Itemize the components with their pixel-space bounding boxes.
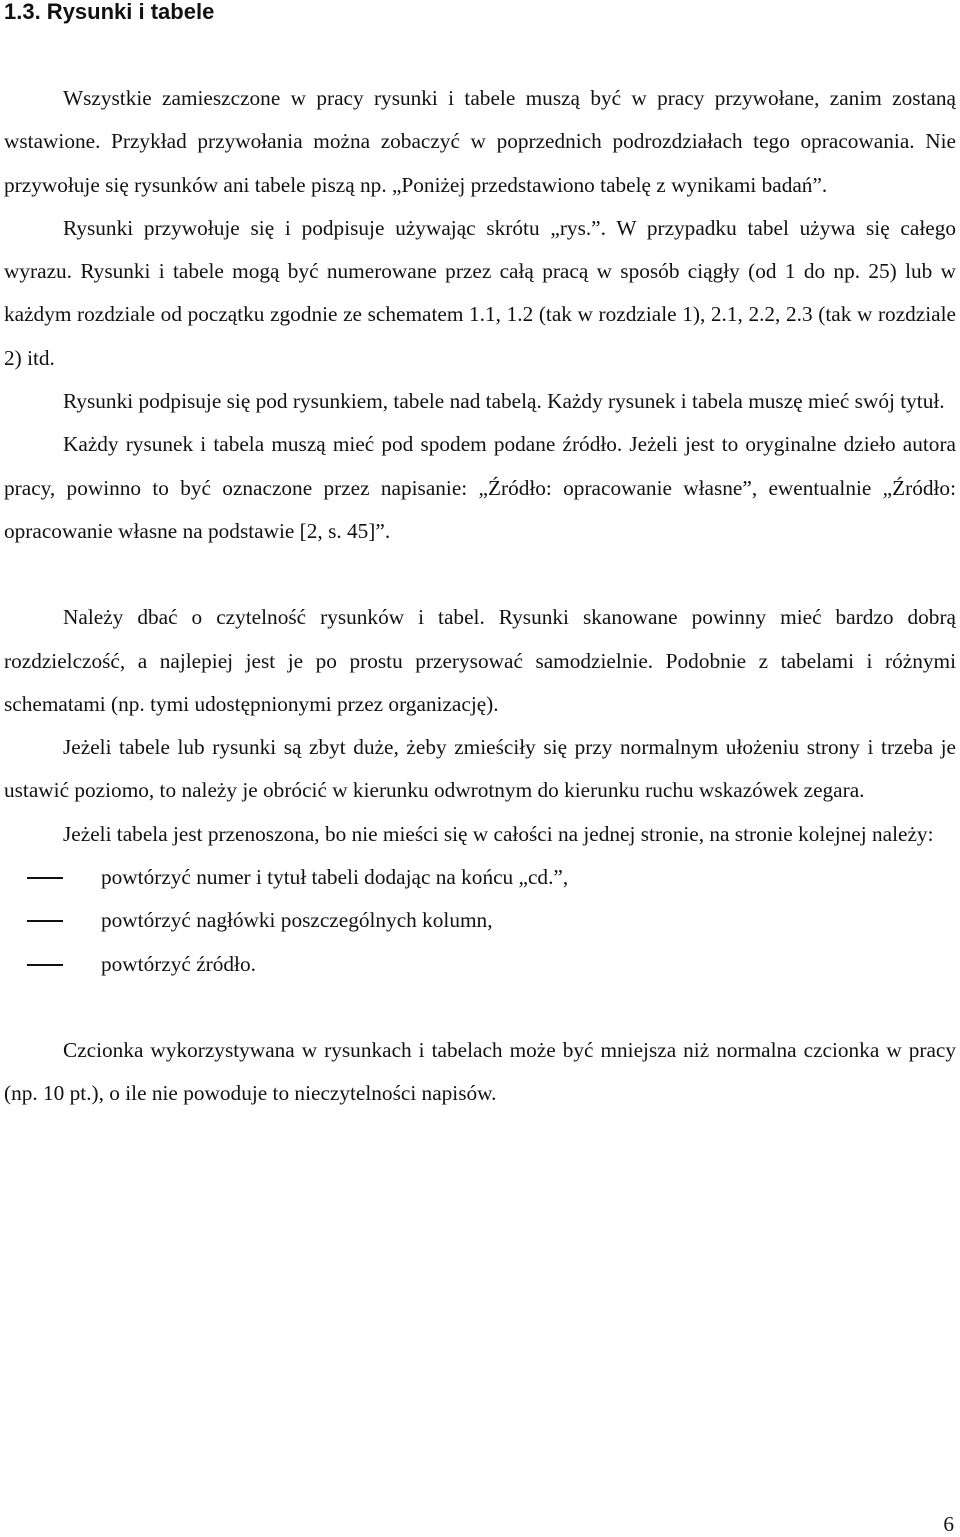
dash-list (4, 856, 956, 986)
dash-bullet-icon (27, 920, 63, 922)
closing-paragraph: Czcionka wykorzystywana w rysunkach i tabelach może być mniejsza niż normalna czcionka w pracy (np. 10 pt.), o ile nie powoduje to nieczytelności napisów. (4, 1037, 956, 1106)
paragraph-3: Rysunki podpisuje się pod rysunkiem, tabele nad tabelą. Każdy rysunek i tabela muszę mieć swój tytuł. (63, 389, 945, 414)
document-body (4, 77, 956, 1116)
dash-bullet-icon (27, 964, 63, 966)
list-item (4, 899, 956, 942)
paragraph-7: Jeżeli tabela jest przenoszona, bo nie mieści się w całości na jednej stronie, na stronie kolejnej należy: (63, 821, 934, 846)
list-item (4, 943, 956, 986)
paragraph-4: Każdy rysunek i tabela muszą mieć pod spodem podane źródło. Jeżeli jest to oryginalne dzieło autora pracy, powinno to być oznaczone przez napisanie: „Źródło: opracowanie własne”, ewentualnie „Źródło: opracowanie własne na podstawie [2, s. 45]”. (4, 432, 956, 543)
dash-bullet-icon (27, 877, 63, 879)
paragraph-2: Rysunki przywołuje się i podpisuje używając skrótu „rys.”. W przypadku tabel używa się całego wyrazu. Rysunki i tabele mogą być numerowane przez całą pracą w sposób ciągły (od 1 do np. 25) lub w każdym rozdziale od początku zgodnie ze schematem 1.1, 1.2 (tak w rozdziale 1), 2.1, 2.2, 2.3 (tak w rozdziale 2) itd. (4, 215, 956, 370)
paragraph-1: Wszystkie zamieszczone w pracy rysunki i tabele muszą być w pracy przywołane, zanim zostaną wstawione. Przykład przywołania można zobaczyć w poprzednich podrozdziałach tego opracowania. Nie przywołuje się rysunków ani tabele piszą np. „Poniżej przedstawiono tabelę z wynikami badań”. (4, 86, 956, 197)
list-item-text: powtórzyć numer i tytuł tabeli dodając na końcu „cd.”, (101, 865, 569, 890)
paragraph-5: Należy dbać o czytelność rysunków i tabel. Rysunki skanowane powinny mieć bardzo dobrą rozdzielczość, a najlepiej jest je po prostu przerysować samodzielnie. Podobnie z tabelami i różnymi schematami (np. tymi udostępnionymi przez organizację). (4, 605, 956, 716)
list-item (4, 856, 956, 899)
section-heading: 1.3. Rysunki i tabele (4, 0, 215, 24)
paragraph-6: Jeżeli tabele lub rysunki są zbyt duże, żeby zmieściły się przy normalnym ułożeniu strony i trzeba je ustawić poziomo, to należy je obrócić w kierunku odwrotnym do kierunku ruchu wskazówek zegara. (4, 735, 956, 803)
list-item-text: powtórzyć źródło. (101, 951, 256, 976)
page-number: 6 (943, 1512, 954, 1536)
list-item-text: powtórzyć nagłówki poszczególnych kolumn, (101, 908, 493, 933)
